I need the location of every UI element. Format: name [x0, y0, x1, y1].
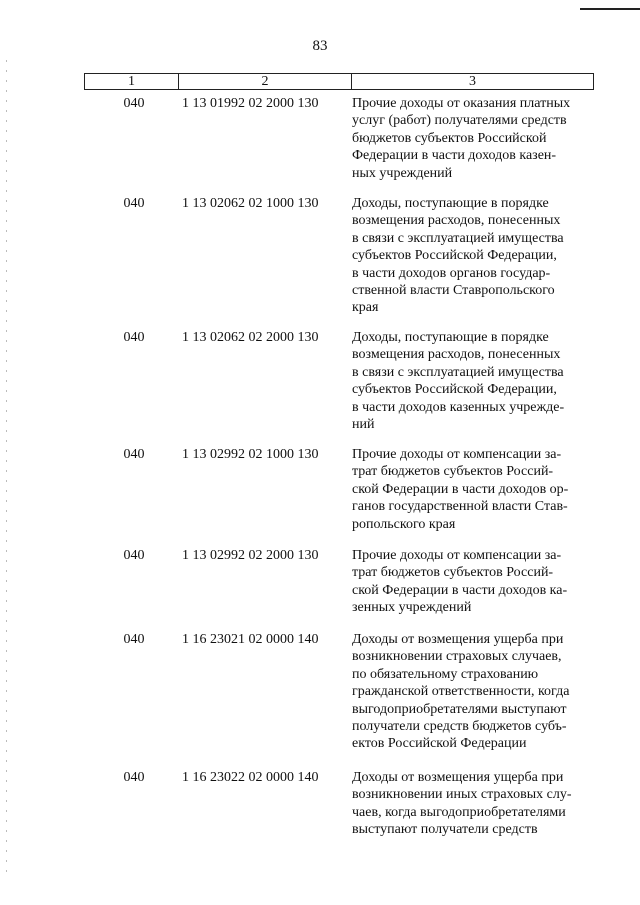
revenue-code-cell: 1 13 02062 02 2000 130 — [182, 330, 319, 345]
revenue-description-cell — [352, 195, 592, 317]
top-edge-rule — [580, 8, 640, 10]
description-line: чаев, когда выгодоприобретателями — [352, 804, 566, 820]
description-line: выгодоприобретателями выступают — [352, 701, 567, 717]
revenue-description-cell — [352, 769, 592, 839]
column-1-header: 1 — [85, 74, 179, 89]
page-number: 83 — [312, 38, 328, 54]
admin-code-cell: 040 — [123, 330, 145, 345]
description-line: ской Федерации в части доходов ор- — [352, 481, 569, 497]
description-line: Прочие доходы от компенсации за- — [352, 447, 562, 462]
description-line: Доходы от возмещения ущерба при — [352, 632, 564, 647]
revenue-description-cell — [352, 547, 592, 617]
description-line: Прочие доходы от оказания платных — [352, 96, 571, 111]
description-line: края — [352, 300, 379, 316]
admin-code-cell: 040 — [123, 770, 145, 785]
admin-code-cell: 040 — [123, 96, 145, 111]
admin-code-cell: 040 — [123, 196, 145, 211]
revenue-description-cell — [352, 329, 592, 433]
revenue-description-cell — [352, 446, 592, 533]
admin-code-cell: 040 — [123, 548, 145, 563]
description-line: ектов Российской Федерации — [352, 736, 527, 752]
revenue-description-cell — [352, 631, 592, 753]
revenue-code-cell: 1 13 02992 02 2000 130 — [182, 548, 319, 563]
column-2-header: 2 — [179, 74, 352, 89]
description-line: возникновении страховых случаев, — [352, 649, 562, 665]
description-line: возмещения расходов, понесенных — [352, 347, 561, 363]
description-line: в части доходов органов государ- — [352, 265, 551, 281]
description-line: ний — [352, 417, 375, 433]
table-column-header — [84, 73, 594, 90]
description-line: ской Федерации в части доходов ка- — [352, 582, 568, 598]
description-line: возмещения расходов, понесенных — [352, 213, 561, 229]
description-line: возникновении иных страховых слу- — [352, 787, 572, 803]
description-line: гражданской ответственности, когда — [352, 684, 570, 700]
column-3-header: 3 — [469, 74, 476, 89]
description-line: бюджетов субъектов Российской — [352, 130, 547, 146]
description-line: трат бюджетов субъектов Россий- — [352, 464, 554, 480]
revenue-code-cell: 1 13 02062 02 1000 130 — [182, 196, 319, 211]
description-line: ных учреждений — [352, 165, 453, 181]
description-line: Прочие доходы от компенсации за- — [352, 548, 562, 563]
description-line: в связи с эксплуатацией имущества — [352, 230, 564, 246]
revenue-code-cell: 1 13 01992 02 2000 130 — [182, 96, 319, 111]
description-line: ственной власти Ставропольского — [352, 283, 555, 299]
admin-code-cell: 040 — [123, 632, 145, 647]
description-line: субъектов Российской Федерации, — [352, 382, 557, 398]
description-line: Федерации в части доходов казен- — [352, 148, 557, 164]
revenue-code-cell: 1 13 02992 02 1000 130 — [182, 447, 319, 462]
description-line: субъектов Российской Федерации, — [352, 248, 557, 264]
description-line: зенных учреждений — [352, 600, 472, 616]
description-line: ганов государственной власти Став- — [352, 499, 568, 515]
description-line: получатели средств бюджетов субъ- — [352, 719, 567, 735]
admin-code-cell: 040 — [123, 447, 145, 462]
description-line: выступают получатели средств — [352, 822, 538, 838]
description-line: в части доходов казенных учрежде- — [352, 399, 565, 415]
description-line: по обязательному страхованию — [352, 666, 539, 682]
description-line: Доходы от возмещения ущерба при — [352, 770, 564, 785]
description-line: Доходы, поступающие в порядке — [352, 330, 549, 345]
description-line: Доходы, поступающие в порядке — [352, 196, 549, 211]
revenue-code-cell: 1 16 23022 02 0000 140 — [182, 770, 319, 785]
description-line: в связи с эксплуатацией имущества — [352, 364, 564, 380]
description-line: ропольского края — [352, 516, 456, 532]
binding-margin-marks — [6, 60, 7, 880]
revenue-description-cell — [352, 95, 592, 182]
revenue-code-cell: 1 16 23021 02 0000 140 — [182, 632, 319, 647]
description-line: трат бюджетов субъектов Россий- — [352, 565, 554, 581]
description-line: услуг (работ) получателями средств — [352, 113, 567, 129]
